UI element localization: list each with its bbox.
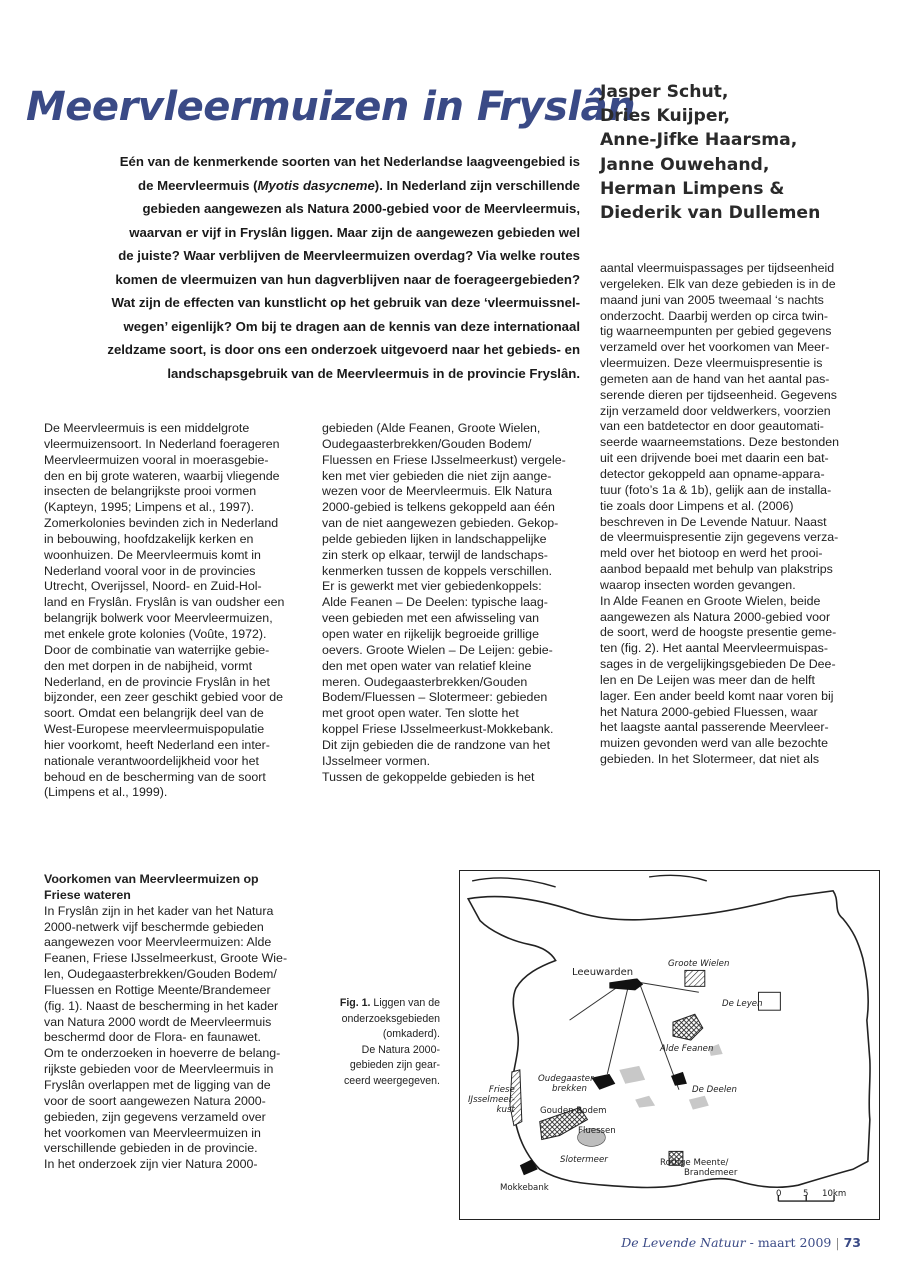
- text-line: Nederland vooral voor in de provincies: [44, 563, 256, 578]
- text-line: van een batdetector en door geautomati-: [600, 419, 824, 434]
- text-line: waarop insecten worden gevangen.: [600, 577, 796, 592]
- text-line: hier voorkomt, heeft Nederland een inter-: [44, 737, 270, 752]
- text-line: wezen voor de Meervleermuis. Elk Natura: [322, 484, 553, 499]
- text-line: vergeleken. Elk van deze gebieden is in de: [600, 276, 836, 291]
- text-line: belangrijk bolwerk voor Meervleermuizen,: [44, 611, 273, 626]
- text-line: oevers. Groote Wielen – De Leijen: gebie-: [322, 642, 553, 657]
- lead-line: wegen’ eigenlijk? Om bij te dragen aan de kennis van deze internationaal: [123, 318, 580, 334]
- text-line: (Limpens et al., 1999).: [44, 785, 168, 800]
- text-line: sages in de vergelijkingsgebieden De Dee-: [600, 657, 836, 672]
- caption-line: De Natura 2000-: [361, 1043, 440, 1056]
- text-line: gebieden. In het Slotermeer, dat niet als: [600, 752, 820, 767]
- text-line: het Natura 2000-gebied Fluessen, waar: [600, 704, 818, 719]
- text-line: verschillende gebieden in de provincie.: [44, 1141, 258, 1156]
- section-heading-line: Voorkomen van Meervleermuizen op: [44, 872, 259, 886]
- text-line: Oudegaasterbrekken/Gouden Bodem/: [322, 436, 532, 451]
- text-line: meren. Oudegaasterbrekken/Gouden: [322, 674, 528, 689]
- text-line: Om te onderzoeken in hoeverre de belang-: [44, 1046, 281, 1061]
- text-line: met enkele grote kolonies (Voûte, 1972).: [44, 626, 267, 641]
- text-line: open water en rijkelijk begroeide grillige: [322, 626, 539, 641]
- text-line: Bodem/Fluessen – Slotermeer: gebieden: [322, 690, 548, 705]
- caption-line: gebieden zijn gear-: [349, 1059, 440, 1072]
- text-line: maand juni van 2005 tweemaal ‘s nachts: [600, 292, 824, 307]
- caption-line: ceerd weergegeven.: [344, 1074, 440, 1087]
- text-line: het voorkomen van Meervleermuizen in: [44, 1125, 261, 1140]
- island: [649, 875, 707, 881]
- text-line: land en Fryslân. Fryslân is van oudsher een: [44, 595, 285, 610]
- scale-label-5: 5: [803, 1189, 809, 1199]
- text-line: voor de soort aangewezen Natura 2000-: [44, 1093, 266, 1108]
- author: Diederik van Dullemen: [600, 203, 821, 224]
- text-line: het laagste aantal passerende Meervleer-: [600, 720, 829, 735]
- label-groote-wielen: Groote Wielen: [668, 959, 730, 969]
- label-de-leyen: De Leyen: [722, 999, 763, 1009]
- text-line: 2000-netwerk vijf beschermde gebieden: [44, 919, 264, 934]
- text-line: Er is gewerkt met vier gebiedenkoppels:: [322, 579, 542, 594]
- figure-caption: [300, 996, 440, 1090]
- text-column-2: [322, 421, 566, 785]
- text-line: behoud en de bescherming van de soort: [44, 769, 266, 784]
- text-line: Fluessen en Rottige Meente/Brandemeer: [44, 982, 271, 997]
- text-line: (fig. 1). Naast de bescherming in het kader: [44, 998, 279, 1013]
- author: Jasper Schut,: [600, 82, 729, 102]
- label-fluessen: Fluessen: [578, 1126, 616, 1136]
- text-line: Dit zijn gebieden die de randzone van het: [322, 737, 551, 752]
- text-line: tuur (foto’s 1a & 1b), gelijk aan de installa-: [600, 482, 832, 497]
- label-leeuwarden: Leeuwarden: [572, 967, 634, 978]
- text-line: rijkste gebieden voor de Meervleermuis in: [44, 1062, 274, 1077]
- issue-date: - maart 2009: [745, 1235, 832, 1250]
- text-line: (Kapteyn, 1995; Limpens et al., 1997).: [44, 500, 255, 515]
- text-column-1-section: [44, 872, 287, 1173]
- scale-label-0: 0: [776, 1189, 782, 1199]
- author: Janne Ouwehand,: [600, 154, 770, 175]
- text-line: aangewezen voor Meervleermuizen: Alde: [44, 935, 272, 950]
- text-line: zin sterk op elkaar, terwijl de landschaps-: [322, 547, 548, 562]
- text-line: den met open water van relatief kleine: [322, 658, 532, 673]
- lead-line: gebieden aangewezen als Natura 2000-gebied voor de Meervleermuis,: [142, 201, 580, 216]
- author: Herman Limpens &: [600, 178, 785, 199]
- text-line: aangewezen als Natura 2000-gebied voor: [600, 609, 831, 624]
- author-list: [600, 80, 900, 225]
- text-line: Tussen de gekoppelde gebieden is het: [322, 769, 535, 784]
- text-line: den en bij grote wateren, waarbij vliegende: [44, 468, 280, 483]
- text-line: gemeten aan de hand van het aantal pas-: [600, 371, 830, 386]
- text-line: de soort, werd de hoogste presentie geme-: [600, 625, 837, 640]
- lead-line: de Meervleermuis (Myotis dasycneme). In Nederland zijn verschillende: [138, 177, 580, 193]
- text-line: Zomerkolonies bevinden zich in Nederland: [44, 516, 279, 531]
- text-line: beschreven in De Levende Natuur. Naast: [600, 514, 827, 529]
- lead-line: zeldzame soort, is door ons een onderzoek uitgevoerd naar het gebieds- en: [107, 342, 580, 357]
- text-line: Nederland, en de provincie Fryslân in het: [44, 674, 270, 689]
- caption-line: onderzoeksgebieden: [341, 1012, 440, 1025]
- article-title: Meervleermuizen in Fryslân: [26, 84, 636, 130]
- text-line: zijn verzameld door veldwerkers, voorzien: [600, 403, 831, 418]
- text-line: beschermd door de Flora- en faunawet.: [44, 1030, 261, 1045]
- text-line: len, Oudegaasterbrekken/Gouden Bodem/: [44, 967, 277, 982]
- footer-divider: |: [835, 1235, 840, 1250]
- text-line: uit een drijvende boei met daarin een bat-: [600, 451, 829, 466]
- text-line: muizen gevonden werd van alle bezochte: [600, 736, 828, 751]
- text-line: in bebouwing, hoofdzakelijk kerken en: [44, 531, 254, 546]
- page-footer: [621, 1235, 861, 1250]
- text-line: In het onderzoek zijn vier Natura 2000-: [44, 1157, 258, 1172]
- text-line: onderzocht. Daarbij werden op circa twin-: [600, 308, 828, 323]
- label-de-deelen: De Deelen: [692, 1085, 737, 1095]
- text-line: ken met vier gebieden die niet zijn aange-: [322, 468, 552, 483]
- label-friese-ijsselmeerkust: Friese IJsselmeer- kust: [468, 1085, 515, 1115]
- caption-line: (omkaderd).: [382, 1028, 440, 1041]
- text-line: nationale verantwoordelijkheid voor het: [44, 753, 259, 768]
- text-line: gebieden (Alde Feanen, Groote Wielen,: [322, 421, 541, 435]
- text-line: len en De Leijen was meer dan de helft: [600, 672, 815, 687]
- text-line: Utrecht, Overijssel, Noord- en Zuid-Hol-: [44, 579, 262, 594]
- text-line: woonhuizen. De Meervleermuis komt in: [44, 547, 261, 562]
- text-line: In Alde Feanen en Groote Wielen, beide: [600, 593, 821, 608]
- text-line: IJsselmeer vormen.: [322, 753, 431, 768]
- text-column-1: [44, 421, 284, 801]
- species-name: Myotis dasycneme: [257, 177, 375, 193]
- text-line: aanbod bepaald met behulp van plakstrips: [600, 562, 833, 577]
- text-line: van de niet aangewezen gebieden. Gekop-: [322, 516, 559, 531]
- label-slotermeer: Slotermeer: [560, 1155, 608, 1165]
- text-line: detector gekoppeld aan opname-appara-: [600, 466, 825, 481]
- text-line: verzameld over het voorkomen van Meer-: [600, 340, 830, 355]
- text-line: Feanen, Friese IJsselmeerkust, Groote Wie-: [44, 951, 288, 966]
- text-line: West-Europese meervleermuispopulatie: [44, 722, 265, 737]
- lead-paragraph: [60, 150, 580, 385]
- text-line: Meervleermuizen vooral in moerasgebie-: [44, 452, 269, 467]
- caption-line: Fig. 1. Liggen van de: [339, 997, 440, 1009]
- author: Dries Kuijper,: [600, 106, 730, 127]
- text-line: koppel Friese IJsselmeerkust-Mokkebank.: [322, 722, 554, 737]
- lead-line: waarvan er vijf in Fryslân liggen. Maar zijn de aangewezen gebieden wel: [129, 224, 580, 240]
- text-line: den met dorpen in de nabijheid, vormt: [44, 658, 253, 673]
- text-line: Fryslân overlappen met de ligging van de: [44, 1077, 271, 1092]
- lead-line: Wat zijn de effecten van kunstlicht op het gebruik van deze ‘vleermuissnel-: [111, 295, 580, 310]
- groote-wielen-box: [685, 970, 705, 986]
- text-line: van Natura 2000 wordt de Meervleermuis: [44, 1014, 272, 1029]
- page-number: 73: [843, 1235, 861, 1250]
- text-line: pelde gebieden lijken in landschappelijke: [322, 531, 547, 546]
- text-line: ten (fig. 2). Het aantal Meervleermuispas-: [600, 641, 828, 656]
- text-line: meld over het biotoop en werd het prooi-: [600, 546, 823, 561]
- text-line: kenmerken tussen de koppels verschillen.: [322, 563, 553, 578]
- coastline: [468, 891, 870, 1188]
- text-line: serende dieren per tijdseenheid. Gegevens: [600, 387, 837, 402]
- text-line: Alde Feanen – De Deelen: typische laag-: [322, 595, 548, 610]
- label-mokkebank: Mokkebank: [500, 1183, 549, 1193]
- text-line: veen gebieden met een afwisseling van: [322, 611, 539, 626]
- text-line: tie zoals door Limpens et al. (2006): [600, 498, 794, 513]
- text-line: insecten de belangrijkste prooi vormen: [44, 484, 257, 499]
- label-rottige-meente: Rottige Meente/ Brandemeer: [660, 1158, 738, 1178]
- author: Anne-Jifke Haarsma,: [600, 130, 798, 151]
- lead-line: Eén van de kenmerkende soorten van het Nederlandse laagveengebied is: [119, 154, 580, 169]
- study-area-map: [459, 870, 880, 1220]
- text-line: tig waarneempunten per gebied gegevens: [600, 324, 832, 339]
- text-line: Door de combinatie van waterrijke gebie-: [44, 642, 270, 657]
- text-line: vleermuizensoort. In Nederland foerageren: [44, 436, 280, 451]
- label-alde-feanen: Alde Feanen: [660, 1044, 714, 1054]
- section-heading-line: Friese wateren: [44, 887, 131, 902]
- text-line: 2000-gebied is telkens gekoppeld aan één: [322, 500, 555, 515]
- island: [472, 878, 556, 887]
- text-line: de vleermuispresentie zijn gegevens verza-: [600, 530, 839, 545]
- text-line: aantal vleermuispassages per tijdseenheid: [600, 261, 835, 275]
- lead-line: de juiste? Waar verblijven de Meervleermuizen overdag? Via welke routes: [118, 248, 580, 263]
- text-line: seerde waarneemstations. Deze bestonden: [600, 435, 840, 450]
- text-line: lager. Een ander beeld komt naar voren bij: [600, 688, 834, 703]
- journal-name: De Levende Natuur: [621, 1235, 746, 1250]
- scale-label-10km: 10km: [822, 1189, 847, 1199]
- text-line: soort. Omdat een belangrijk deel van de: [44, 706, 264, 721]
- text-line: vleermuizen. Deze vleermuispresentie is: [600, 356, 823, 371]
- text-column-3: [600, 261, 839, 768]
- text-line: met groot open water. Ten slotte het: [322, 706, 519, 721]
- text-line: Fluessen en Friese IJsselmeerkust) vergele-: [322, 452, 566, 467]
- text-line: gebieden, zijn gegevens verzameld over: [44, 1109, 266, 1124]
- text-line: De Meervleermuis is een middelgrote: [44, 421, 250, 435]
- lead-line: landschapsgebruik van de Meervleermuis in de provincie Fryslân.: [167, 365, 580, 381]
- label-oudegaasterbrekken: Oudegaaster- brekken: [538, 1074, 597, 1094]
- label-gouden-bodem: Gouden Bodem: [540, 1106, 607, 1116]
- text-line: In Fryslân zijn in het kader van het Natura: [44, 903, 274, 918]
- figure-label: Fig. 1.: [339, 997, 371, 1009]
- text-line: bijzonder, een zeer geschikt gebied voor de: [44, 690, 284, 705]
- lead-line: komen de vleermuizen van hun dagverblijven naar de foerageergebieden?: [115, 271, 580, 287]
